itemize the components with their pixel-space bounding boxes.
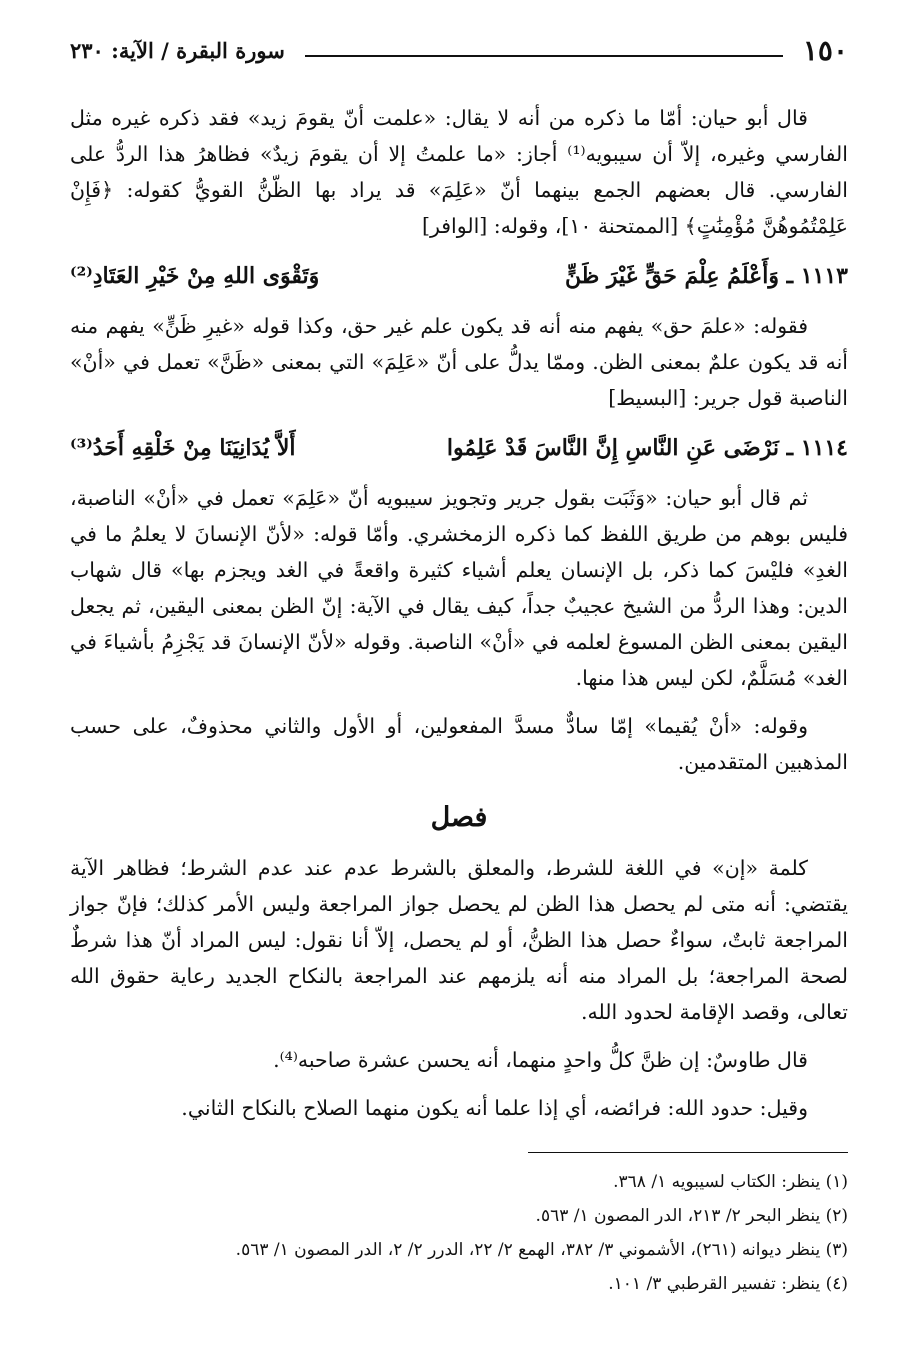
- paragraph: وقيل: حدود الله: فرائضه، أي إذا علما أنه يكون منهما الصلاح بالنكاح الثاني.: [181, 1096, 808, 1120]
- footnote-rule: [528, 1152, 848, 1153]
- running-header: [70, 30, 848, 70]
- verse-first-hemistich: ١١١٣ ـ وَأَعْلَمُ عِلْمَ حَقٍّ غَيْرَ ظَنٍّ: [565, 263, 848, 289]
- poetry-verse: [70, 256, 848, 296]
- page-body: [70, 100, 848, 1301]
- paragraph: كلمة «إن» في اللغة للشرط، والمعلق بالشرط عدم عند عدم الشرط؛ فظاهر الآية يقتضي: أنه متى لم يحصل هذا الظن لم يحصل جواز المراجعة وليس الأمر كذلك؛ فإنّ جواز المراجعة ثابتٌ، سواءٌ حصل هذا الظنُّ، أو لم يحصل، إلاّ أنا نقول: ليس المراد أنّ هذا شرطٌ لصحة المراجعة؛ بل المراد منه أنه يلزمهم عند المراجعة بالنكاح الجديد رعاية حقوق الله تعالى، وقصد الإقامة لحدود الله.: [70, 856, 848, 1024]
- verse-second-hemistich: أَلاَّ يُدَانِيَنَا مِنْ خَلْقِهِ أَحَدُ⁽³⁾: [70, 435, 296, 461]
- poetry-verse: [70, 428, 848, 468]
- footnotes: [70, 1165, 848, 1301]
- paragraph: قال أبو حيان: أمّا ما ذكره من أنه لا يقال: «علمت أنّ يقومَ زيد» فقد ذكره غيره مثل الفارسي وغيره، إلاّ أن سيبويه⁽¹⁾ أجاز: «ما علمتُ إلا أن يقومَ زيدٌ» فظاهرُ هذا الردُّ على الفارسي. قال بعضهم الجمع بينهما أنّ «عَلِمَ» قد يراد بها الظّنُّ القويُّ كقوله: ﴿فَإِنْ عَلِمْتُمُوهُنَّ مُؤْمِنَٰتٍ﴾ [الممتحنة ١٠]، وقوله: [الوافر]: [70, 106, 848, 238]
- footnote: (٤) ينظر: تفسير القرطبي ٣/ ١٠١.: [608, 1274, 848, 1294]
- paragraph: فقوله: «علمَ حق» يفهم منه أنه قد يكون علم غير حق، وكذا قوله «غيرِ ظَنٍّ» يفهم منه أنه قد يكون علمٌ بمعنى الظن. وممّا يدلُّ على أنّ «عَلِمَ» التي بمعنى «ظَنَّ» تعمل في «أنْ» الناصبة قول جرير: [البسيط]: [70, 314, 848, 410]
- footnote: (٣) ينظر ديوانه (٢٦١)، الأشموني ٣/ ٣٨٢، الهمع ٢/ ٢٢، الدرر ٢/ ٢، الدر المصون ١/ ٥٦٣.: [235, 1240, 848, 1260]
- footnote: (٢) ينظر البحر ٢/ ٢١٣، الدر المصون ١/ ٥٦٣.: [535, 1206, 848, 1226]
- verse-second-hemistich: وَتَقْوَى اللهِ مِنْ خَيْرِ العَتَادِ⁽²⁾: [70, 263, 320, 289]
- paragraph: ثم قال أبو حيان: «وَثَبَت بقول جرير وتجويز سيبويه أنّ «عَلِمَ» تعمل في «أنْ» الناصبة، فليس بوهم من طريق اللفظ كما ذكره الزمخشري. وأمّا قوله: «لأنّ الإنسانَ لا يعلمُ ما في الغدِ» فليْسَ كما ذكر، بل الإنسان يعلم أشياء كثيرة واقعةً في الغد ويجزم بها» قال شهاب الدين: وهذا الردُّ من الشيخ عجيبٌ جداً، كيف يقال في الآية: إنّ الظن بمعنى اليقين، ثم يجعل اليقين بمعنى الظن المسوغ لعلمه في «أنْ» الناصبة. وقوله «لأنّ الإنسانَ قد يَجْزِمُ بأشياءَ في الغد» مُسَلَّمٌ، لكن ليس هذا منها.: [70, 486, 848, 690]
- page-number: ١٥٠: [802, 33, 848, 67]
- header-rule: [305, 55, 783, 57]
- paragraph: قال طاوسٌ: إن ظنَّ كلُّ واحدٍ منهما، أنه يحسن عشرة صاحبه⁽⁴⁾.: [273, 1048, 808, 1072]
- paragraph: وقوله: «أنْ يُقيما» إمّا سادٌّ مسدَّ المفعولين، أو الأول والثاني محذوفٌ، على حسب المذهبين المتقدمين.: [70, 714, 848, 774]
- verse-first-hemistich: ١١١٤ ـ نَرْضَى عَنِ النَّاسِ إِنَّ النَّاسَ قَدْ عَلِمُوا: [446, 435, 848, 461]
- section-heading: فصل: [430, 802, 488, 833]
- surah-reference: سورة البقرة / الآية: ٢٣٠: [70, 37, 285, 63]
- footnote: (١) ينظر: الكتاب لسيبويه ١/ ٣٦٨.: [613, 1172, 848, 1192]
